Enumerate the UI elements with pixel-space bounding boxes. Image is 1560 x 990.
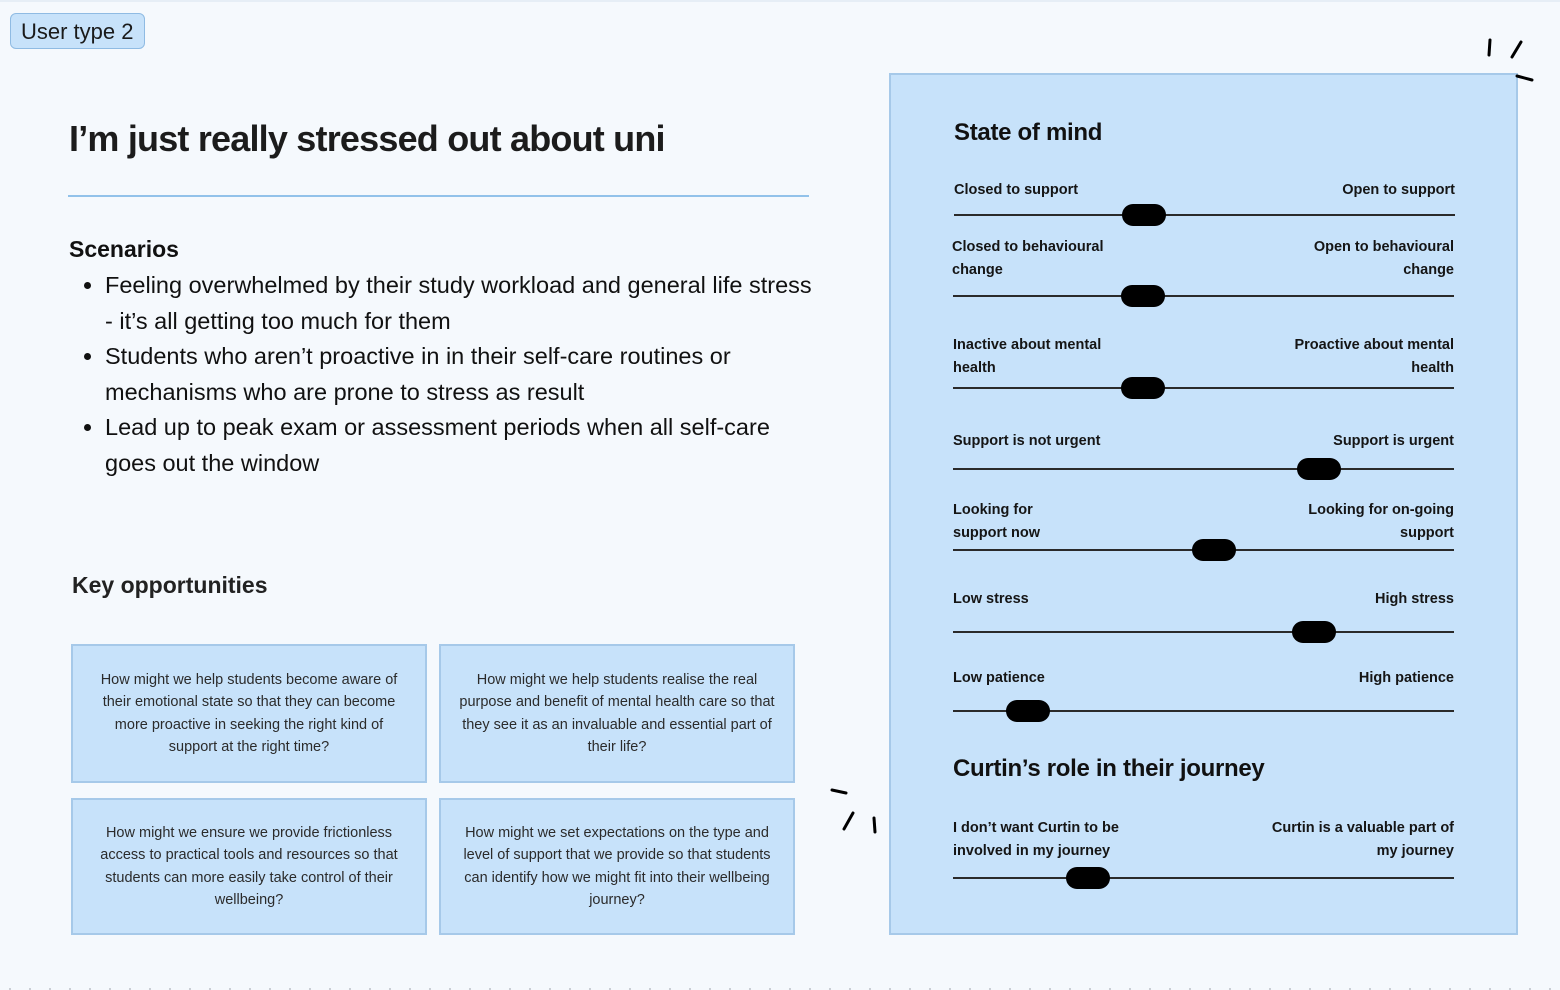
slider-thumb[interactable] (1297, 458, 1341, 480)
slider-track (953, 295, 1454, 297)
headline-divider (68, 195, 809, 197)
slider-left-label: Low patience (953, 670, 1045, 686)
opportunity-text: How might we help students become aware of their emotional state so that they can become more proactive in seeking the right kind of support at the right time? (100, 671, 398, 755)
slider-right-label: Proactive about mental health (1294, 337, 1454, 376)
state-of-mind-panel[interactable] (889, 73, 1518, 935)
scenario-item: • Students who aren’t proactive in in their self-care routines or mechanisms who are prone to stress as result (105, 339, 825, 410)
slider-thumb[interactable] (1192, 539, 1236, 561)
slider-left-label: Support is not urgent (953, 433, 1101, 449)
slider-thumb[interactable] (1121, 285, 1165, 307)
slider-thumb[interactable] (1122, 204, 1166, 226)
slider-left-label: Inactive about mental health (953, 337, 1102, 376)
curtin-role-heading: Curtin’s role in their journey (953, 755, 1265, 782)
slider-right-label: Support is urgent (1333, 433, 1454, 449)
slider-right-label: Open to behavioural change (1313, 239, 1454, 278)
scenario-item: • Lead up to peak exam or assessment periods when all self-care goes out the window (105, 410, 825, 481)
scenario-list (69, 268, 825, 482)
user-type-tag[interactable]: User type 2 (10, 13, 145, 49)
slider-thumb[interactable] (1121, 377, 1165, 399)
scenario-item: • Feeling overwhelmed by their study workload and general life stress - it’s all getting too much for them (105, 268, 825, 339)
scribble-stroke (1512, 42, 1521, 57)
opportunity-text: How might we ensure we provide frictionless access to practical tools and resources so that students can more easily take control of their wellbeing? (100, 824, 398, 908)
opportunity-card[interactable] (71, 798, 427, 935)
slider-left-label: Closed to behavioural change (952, 239, 1104, 278)
slider-thumb[interactable] (1006, 700, 1050, 722)
slider-thumb[interactable] (1292, 621, 1336, 643)
slider-track (953, 468, 1454, 470)
slider-left-label: Looking for support now (953, 502, 1040, 541)
slider-track (953, 877, 1454, 879)
opportunity-text: How might we help students realise the real purpose and benefit of mental health care so that they see it as an invaluable and essential part of their life? (459, 671, 775, 755)
slider-left-label: Closed to support (954, 182, 1079, 198)
scribble-stroke (832, 790, 846, 793)
scribble-stroke (844, 813, 853, 829)
persona-headline: I’m just really stressed out about uni (69, 118, 665, 159)
scribble-stroke (1489, 40, 1490, 55)
slider-track (953, 387, 1454, 389)
top-edge-line (0, 0, 1560, 2)
opportunity-card[interactable] (71, 644, 427, 783)
scenarios-heading: Scenarios (69, 236, 179, 262)
slider-left-label: Low stress (953, 591, 1029, 607)
slider-left-label: I don’t want Curtin to be involved in my journey (953, 820, 1119, 859)
opportunity-card[interactable] (439, 798, 795, 935)
key-opportunities-heading: Key opportunities (72, 572, 268, 598)
opportunity-card[interactable] (439, 644, 795, 783)
scribble-stroke (1517, 76, 1532, 80)
opportunity-text: How might we set expectations on the type and level of support that we provide so that students can identify how we might fit into their wellbeing journey? (463, 824, 771, 908)
slider-track (953, 631, 1454, 633)
slider-right-label: Open to support (1342, 182, 1455, 198)
slider-right-label: Curtin is a valuable part of my journey (1271, 820, 1454, 859)
slider-right-label: High patience (1358, 670, 1454, 686)
slider-thumb[interactable] (1066, 867, 1110, 889)
slider-right-label: High stress (1375, 591, 1454, 607)
slider-track (954, 214, 1455, 216)
scribble-stroke (874, 818, 875, 832)
state-of-mind-heading: State of mind (954, 119, 1103, 146)
slider-right-label: Looking for on-going support (1308, 502, 1454, 541)
